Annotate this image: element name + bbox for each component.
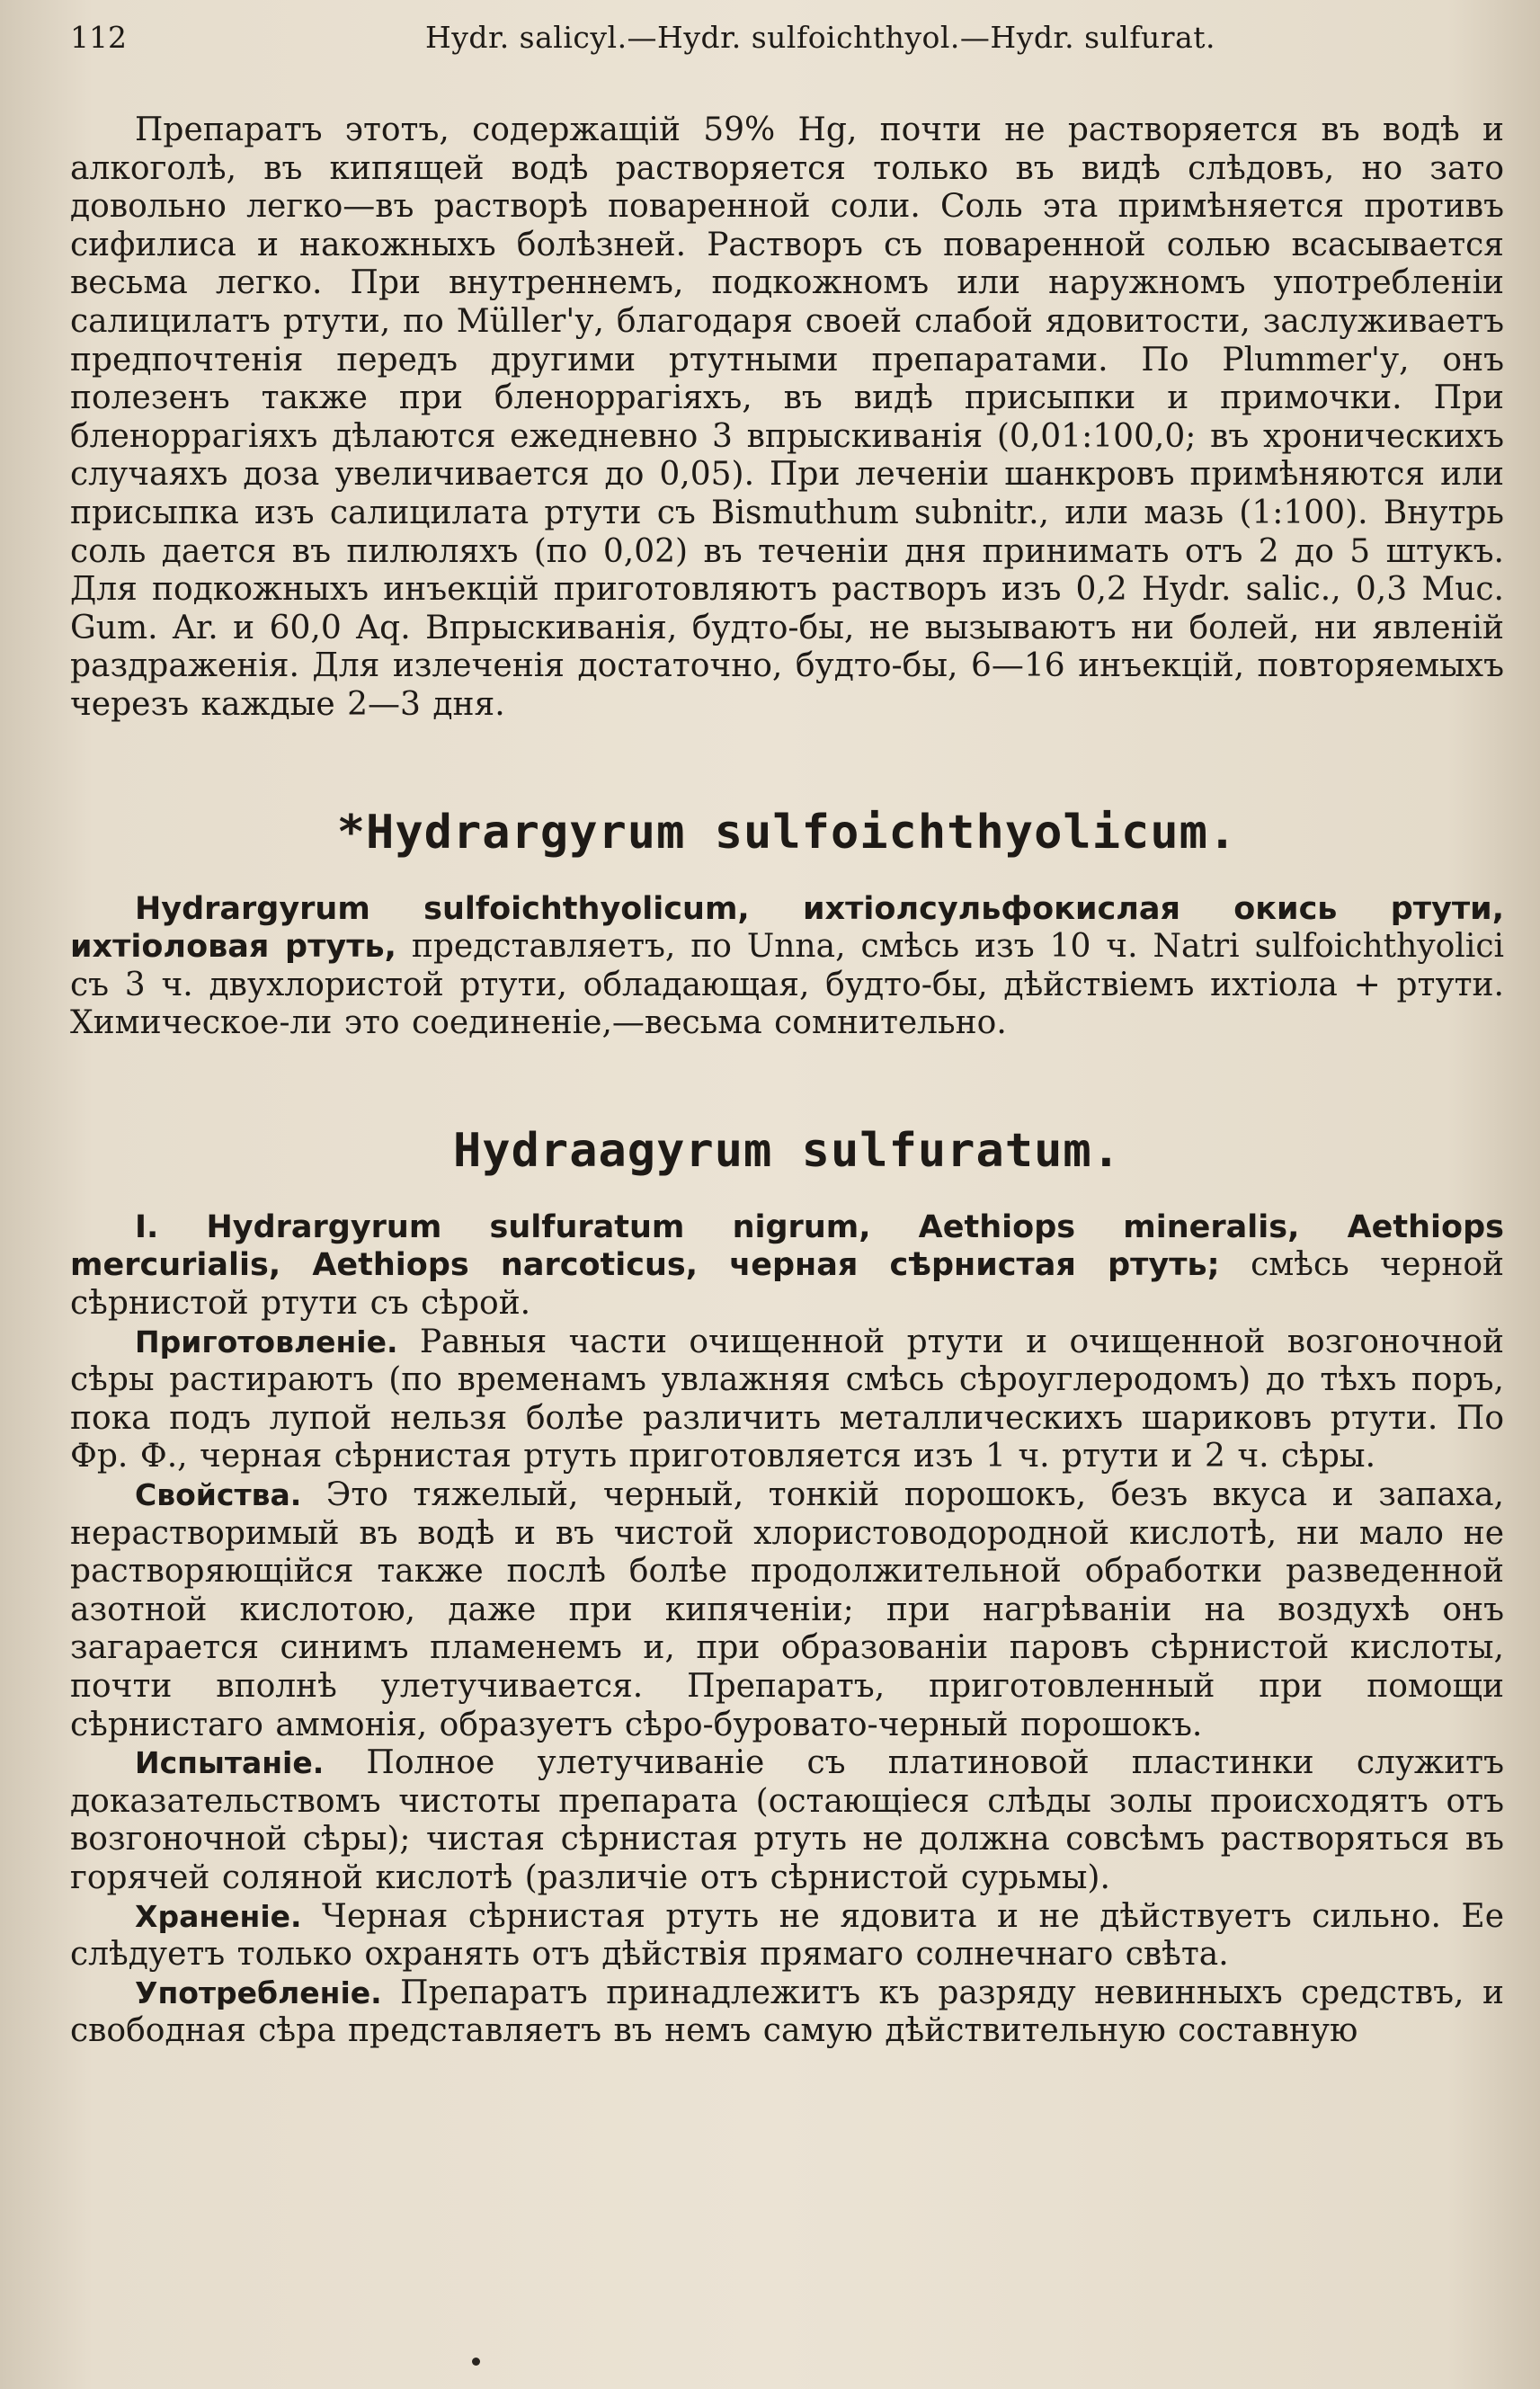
preparation-label: Приготовленіе. — [135, 1324, 398, 1359]
testing-body: Полное улетучиваніе съ платиновой пластинки служитъ доказательствомъ чистоты препарата (остающіеся слѣды золы происходятъ отъ возгоночной сѣры); чистая сѣрнистая ртуть не должна совсѣмъ растворяться въ горячей соляной кислотѣ (различіе отъ сѣрнистой сурьмы). — [70, 1744, 1504, 1896]
intro-paragraph: Препаратъ этотъ, содержащій 59% Hg, почти не растворяется въ водѣ и алкоголѣ, въ кипящей водѣ растворяется только въ видѣ слѣдовъ, но зато довольно легко—въ растворѣ поваренной соли. Соль эта примѣняется противъ сифилиса и накожныхъ болѣзней. Растворъ съ поваренной солью всасывается весьма легко. При внутреннемъ, подкожномъ или наружномъ употребленіи салицилатъ ртути, по Müller'у, благодаря своей слабой ядовитости, заслуживаетъ предпочтенія передъ другими ртутными препаратами. По Plummer'у, онъ полезенъ также при бленоррагіяхъ, въ видѣ присыпки и примочки. При бленоррагіяхъ дѣлаются ежедневно 3 впрыскиванія (0,01:100,0; въ хроническихъ случаяхъ доза увеличивается до 0,05). При леченіи шанкровъ примѣняются или присыпка изъ салицилата ртути съ Bismuthum subnitr., или мазь (1:100). Внутрь соль дается въ пилюляхъ (по 0,02) въ теченіи дня принимать отъ 2 до 5 штукъ. Для подкожныхъ инъекцій приготовляютъ растворъ изъ 0,2 Hydr. salic., 0,3 Muc. Gum. Ar. и 60,0 Aq. Впрыскиванія, будто-бы, не вызываютъ ни болей, ни явленій раздраженія. Для излеченія достаточно, будто-бы, 6—16 инъекцій, повторяемыхъ черезъ каждые 2—3 дня. — [70, 111, 1504, 723]
usage-label: Употребленіе. — [135, 1974, 382, 2010]
section-title-sulfoichthyolicum: *Hydrargyrum sulfoichthyolicum. — [336, 805, 1238, 860]
preparation-body: Равныя части очищенной ртути и очищенной возгоночной сѣры растираютъ (по временамъ увлажняя смѣсь сѣроуглеродомъ) до тѣхъ поръ, пока подъ лупой нельзя болѣе различить металлическихъ шариковъ ртути. По Фр. Ф., черная сѣрнистая ртуть приготовляется изъ 1 ч. ртути и 2 ч. сѣры. — [70, 1323, 1504, 1475]
testing-label: Испытаніе. — [135, 1745, 325, 1781]
running-title: Hydr. salicyl.—Hydr. sulfoichthyol.—Hydr. sulfurat. — [425, 20, 1216, 55]
usage-paragraph — [70, 1974, 1504, 2051]
storage-body: Черная сѣрнистая ртуть не ядовита и не дѣйствуетъ сильно. Ее слѣдуетъ только охранять отъ дѣйствія прямаго солнечнаго свѣта. — [70, 1897, 1504, 1974]
storage-paragraph — [70, 1898, 1504, 1974]
sulfoichthyolicum-lead: Hydrargyrum sulfoichthyolicum, ихтіолсульфокислая окись ртути, ихтіоловая ртуть, — [70, 890, 1504, 966]
storage-label: Храненіе. — [135, 1898, 302, 1934]
sulfuratum-item1-paragraph — [70, 1208, 1504, 1324]
running-header — [70, 20, 1504, 65]
sulfoichthyolicum-paragraph — [70, 890, 1504, 1043]
testing-paragraph — [70, 1744, 1504, 1897]
properties-paragraph — [70, 1476, 1504, 1744]
sulfuratum-item1-body: смѣсь черной сѣрнистой ртути съ сѣрой. — [70, 1246, 1504, 1323]
sulfuratum-item1-lead: I. Hydrargyrum sulfuratum nigrum, Aethiops mineralis, Aethiops mercurialis, Aethiops narcoticus, черная сѣрнистая ртуть; — [70, 1208, 1504, 1284]
page-number: 112 — [70, 20, 127, 55]
preparation-paragraph — [70, 1324, 1504, 1476]
sulfoichthyolicum-body: представляетъ, по Unna, смѣсь изъ 10 ч. Natri sulfoichthyolici съ 3 ч. двухлористой ртути, обладающая, будто-бы, дѣйствіемъ ихтіола + ртути. Химическое-ли это соединеніе,—весьма сомнительно. — [70, 928, 1505, 1042]
section-title-sulfuratum: Hydraagyrum sulfuratum. — [452, 1123, 1122, 1178]
properties-body: Это тяжелый, черный, тонкій порошокъ, безъ вкуса и запаха, нерастворимый въ водѣ и въ чистой хлористоводородной кислотѣ, ни мало не растворяющійся также послѣ болѣе продолжительной обработки разведенной азотной кислотою, даже при кипяченіи; при нагрѣваніи на воздухѣ онъ загарается синимъ пламенемъ и, при образованіи паровъ сѣрнистой кислоты, почти вполнѣ улетучивается. Препаратъ, приготовленный при помощи сѣрнистаго аммонія, образуетъ сѣро-буровато-черный порошокъ. — [70, 1476, 1504, 1743]
usage-body: Препаратъ принадлежитъ къ разряду невинныхъ средствъ, и свободная сѣра представляетъ въ немъ самую дѣйствительную составную — [70, 1974, 1504, 2050]
ink-dot-mark — [472, 2358, 480, 2366]
properties-label: Свойства. — [135, 1477, 302, 1513]
